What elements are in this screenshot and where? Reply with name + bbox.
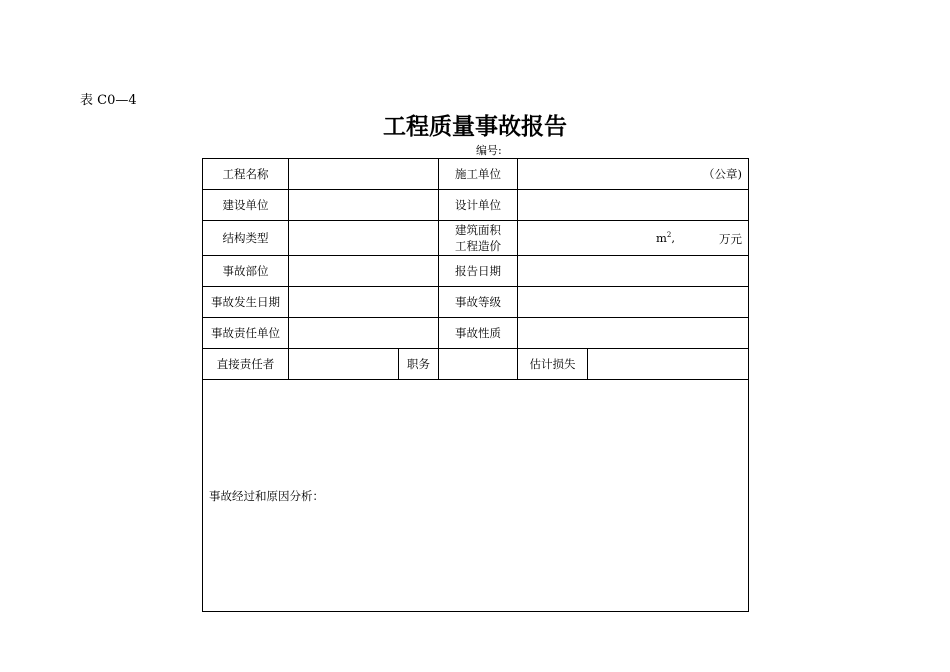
accident-date-label: 事故发生日期 xyxy=(203,287,289,318)
estimated-loss-field[interactable] xyxy=(588,349,749,380)
accident-location-label: 事故部位 xyxy=(203,256,289,287)
responsible-unit-field[interactable] xyxy=(289,318,439,349)
area-unit-suffix: , xyxy=(671,231,676,245)
area-unit-base: m xyxy=(656,231,667,245)
construction-unit-label: 施工单位 xyxy=(439,159,518,190)
client-unit-label: 建设单位 xyxy=(203,190,289,221)
report-date-label: 报告日期 xyxy=(439,256,518,287)
responsible-unit-label: 事故责任单位 xyxy=(203,318,289,349)
position-field[interactable] xyxy=(439,349,518,380)
accident-grade-field[interactable] xyxy=(518,287,749,318)
structure-type-field[interactable] xyxy=(289,221,439,256)
table-row xyxy=(203,318,749,349)
table-row xyxy=(203,221,749,256)
table-row xyxy=(203,349,749,380)
position-label: 职务 xyxy=(399,349,439,380)
serial-number-label: 编号: xyxy=(476,144,502,157)
accident-location-field[interactable] xyxy=(289,256,439,287)
table-row xyxy=(203,159,749,190)
accident-report-table xyxy=(202,158,749,612)
table-row xyxy=(203,256,749,287)
accident-nature-field[interactable] xyxy=(518,318,749,349)
direct-responsible-label: 直接责任者 xyxy=(203,349,289,380)
design-unit-field[interactable] xyxy=(518,190,749,221)
area-unit xyxy=(656,231,675,245)
analysis-label: 事故经过和原因分析： xyxy=(209,488,324,503)
report-date-field[interactable] xyxy=(518,256,749,287)
table-row xyxy=(203,380,749,612)
accident-nature-label: 事故性质 xyxy=(439,318,518,349)
area-cost-label xyxy=(439,221,518,256)
form-code: 表 C0—4 xyxy=(80,93,137,108)
area-cost-field[interactable] xyxy=(518,221,749,256)
project-cost-label: 工程造价 xyxy=(455,239,501,253)
accident-grade-label: 事故等级 xyxy=(439,287,518,318)
area-unit-superscript: 2 xyxy=(666,231,672,240)
table-row xyxy=(203,190,749,221)
document-title: 工程质量事故报告 xyxy=(383,113,567,140)
direct-responsible-field[interactable] xyxy=(289,349,399,380)
client-unit-field[interactable] xyxy=(289,190,439,221)
table-row xyxy=(203,287,749,318)
estimated-loss-label: 估计损失 xyxy=(518,349,588,380)
project-name-label: 工程名称 xyxy=(203,159,289,190)
accident-date-field[interactable] xyxy=(289,287,439,318)
seal-note: （公章) xyxy=(703,167,742,181)
structure-type-label: 结构类型 xyxy=(203,221,289,256)
analysis-field[interactable] xyxy=(203,380,749,612)
project-name-field[interactable] xyxy=(289,159,439,190)
design-unit-label: 设计单位 xyxy=(439,190,518,221)
building-area-label: 建筑面积 xyxy=(455,223,501,237)
cost-unit: 万元 xyxy=(719,232,742,246)
construction-unit-field[interactable] xyxy=(518,159,749,190)
